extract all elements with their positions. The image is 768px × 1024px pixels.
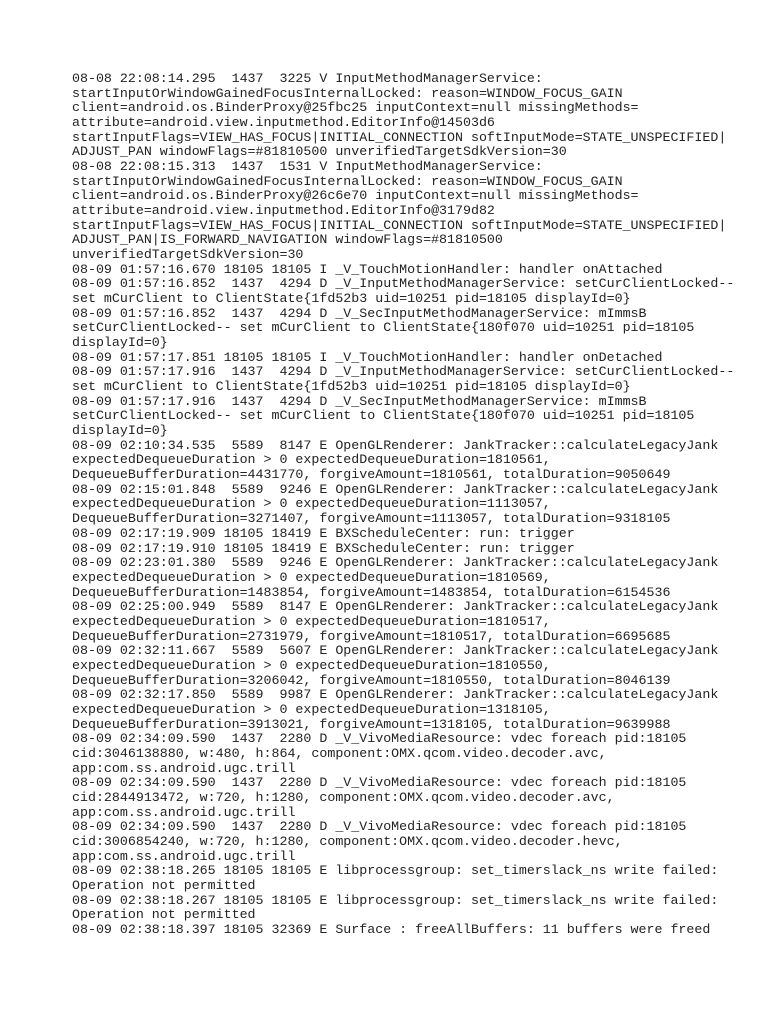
log-line: 08-09 02:23:01.380 5589 9246 E OpenGLRenderer: JankTracker::calculateLegacyJank — [72, 555, 719, 571]
log-line: startInputOrWindowGainedFocusInternalLocked: reason=WINDOW_FOCUS_GAIN — [72, 173, 623, 189]
log-line: expectedDequeueDuration > 0 expectedDequeueDuration=1113057, — [72, 496, 551, 512]
log-line: expectedDequeueDuration > 0 expectedDequeueDuration=1810569, — [72, 569, 551, 585]
log-line: set mCurClient to ClientState{1fd52b3 uid=10251 pid=18105 displayId=0} — [72, 291, 631, 307]
log-line: ADJUST_PAN windowFlags=#81810500 unverifiedTargetSdkVersion=30 — [72, 144, 567, 160]
log-line: 08-09 02:10:34.535 5589 8147 E OpenGLRenderer: JankTracker::calculateLegacyJank — [72, 437, 719, 453]
log-line: expectedDequeueDuration > 0 expectedDequeueDuration=1810517, — [72, 613, 551, 629]
log-line: 08-09 02:32:11.667 5589 5607 E OpenGLRenderer: JankTracker::calculateLegacyJank — [72, 643, 719, 659]
log-line: DequeueBufferDuration=1483854, forgiveAmount=1483854, totalDuration=6154536 — [72, 584, 671, 600]
log-line: displayId=0} — [72, 423, 168, 439]
log-line: 08-09 02:17:19.909 18105 18419 E BXScheduleCenter: run: trigger — [72, 525, 575, 541]
log-line: startInputFlags=VIEW_HAS_FOCUS|INITIAL_CONNECTION softInputMode=STATE_UNSPECIFIED| — [72, 129, 727, 145]
log-line: DequeueBufferDuration=3206042, forgiveAmount=1810550, totalDuration=8046139 — [72, 672, 671, 688]
log-line: DequeueBufferDuration=3271407, forgiveAmount=1113057, totalDuration=9318105 — [72, 511, 671, 527]
log-line: DequeueBufferDuration=3913021, forgiveAmount=1318105, totalDuration=9639988 — [72, 716, 671, 732]
log-document — [72, 71, 735, 938]
log-line: expectedDequeueDuration > 0 expectedDequeueDuration=1810561, — [72, 452, 551, 468]
log-line: client=android.os.BinderProxy@26c6e70 inputContext=null missingMethods= — [72, 188, 639, 204]
log-line: 08-08 22:08:15.313 1437 1531 V InputMethodManagerService: — [72, 159, 543, 175]
log-line: app:com.ss.android.ugc.trill — [72, 804, 296, 820]
log-line: 08-08 22:08:14.295 1437 3225 V InputMethodManagerService: — [72, 71, 543, 86]
log-line: 08-09 02:34:09.590 1437 2280 D _V_VivoMediaResource: vdec foreach pid:18105 — [72, 819, 687, 835]
log-line: unverifiedTargetSdkVersion=30 — [72, 247, 304, 263]
log-line: cid:2844913472, w:720, h:1280, component:OMX.qcom.video.decoder.avc, — [72, 789, 615, 805]
log-line: setCurClientLocked-- set mCurClient to ClientState{180f070 uid=10251 pid=18105 — [72, 408, 695, 424]
log-line: DequeueBufferDuration=4431770, forgiveAmount=1810561, totalDuration=9050649 — [72, 467, 671, 483]
log-line: app:com.ss.android.ugc.trill — [72, 760, 296, 776]
log-line: 08-09 01:57:16.852 1437 4294 D _V_InputMethodManagerService: setCurClientLocked-- — [72, 276, 735, 292]
log-line: set mCurClient to ClientState{1fd52b3 uid=10251 pid=18105 displayId=0} — [72, 379, 631, 395]
log-line: attribute=android.view.inputmethod.EditorInfo@14503d6 — [72, 115, 495, 131]
log-line: 08-09 02:15:01.848 5589 9246 E OpenGLRenderer: JankTracker::calculateLegacyJank — [72, 481, 719, 497]
log-line: Operation not permitted — [72, 877, 256, 893]
log-line: Operation not permitted — [72, 907, 256, 923]
log-line: 08-09 02:38:18.397 18105 32369 E Surface : freeAllBuffers: 11 buffers were freed — [72, 921, 711, 937]
log-line: ADJUST_PAN|IS_FORWARD_NAVIGATION windowFlags=#81810500 — [72, 232, 503, 248]
log-line: 08-09 01:57:17.916 1437 4294 D _V_InputMethodManagerService: setCurClientLocked-- — [72, 364, 735, 380]
log-line: cid:3006854240, w:720, h:1280, component:OMX.qcom.video.decoder.hevc, — [72, 833, 623, 849]
log-line: DequeueBufferDuration=2731979, forgiveAmount=1810517, totalDuration=6695685 — [72, 628, 671, 644]
log-line: displayId=0} — [72, 335, 168, 351]
log-line: 08-09 01:57:17.851 18105 18105 I _V_TouchMotionHandler: handler onDetached — [72, 349, 663, 365]
log-line: expectedDequeueDuration > 0 expectedDequeueDuration=1318105, — [72, 701, 551, 717]
log-line: 08-09 01:57:16.670 18105 18105 I _V_TouchMotionHandler: handler onAttached — [72, 261, 663, 277]
log-line: expectedDequeueDuration > 0 expectedDequeueDuration=1810550, — [72, 657, 551, 673]
log-line: attribute=android.view.inputmethod.EditorInfo@3179d82 — [72, 203, 495, 219]
log-line: 08-09 01:57:16.852 1437 4294 D _V_SecInputMethodManagerService: mImmsB — [72, 305, 647, 321]
log-line: startInputFlags=VIEW_HAS_FOCUS|INITIAL_CONNECTION softInputMode=STATE_UNSPECIFIED| — [72, 217, 727, 233]
log-line: setCurClientLocked-- set mCurClient to ClientState{180f070 uid=10251 pid=18105 — [72, 320, 695, 336]
log-line: cid:3046138880, w:480, h:864, component:OMX.qcom.video.decoder.avc, — [72, 745, 607, 761]
log-line: 08-09 02:25:00.949 5589 8147 E OpenGLRenderer: JankTracker::calculateLegacyJank — [72, 599, 719, 615]
log-line: client=android.os.BinderProxy@25fbc25 inputContext=null missingMethods= — [72, 100, 639, 116]
log-line: 08-09 02:38:18.265 18105 18105 E libprocessgroup: set_timerslack_ns write failed: — [72, 863, 719, 879]
log-line: 08-09 02:34:09.590 1437 2280 D _V_VivoMediaResource: vdec foreach pid:18105 — [72, 731, 687, 747]
log-line: startInputOrWindowGainedFocusInternalLocked: reason=WINDOW_FOCUS_GAIN — [72, 85, 623, 101]
log-line: 08-09 01:57:17.916 1437 4294 D _V_SecInputMethodManagerService: mImmsB — [72, 393, 647, 409]
log-line: 08-09 02:32:17.850 5589 9987 E OpenGLRenderer: JankTracker::calculateLegacyJank — [72, 687, 719, 703]
log-line: 08-09 02:38:18.267 18105 18105 E libprocessgroup: set_timerslack_ns write failed: — [72, 892, 719, 908]
log-line: 08-09 02:34:09.590 1437 2280 D _V_VivoMediaResource: vdec foreach pid:18105 — [72, 775, 687, 791]
log-line: app:com.ss.android.ugc.trill — [72, 848, 296, 864]
log-line: 08-09 02:17:19.910 18105 18419 E BXScheduleCenter: run: trigger — [72, 540, 575, 556]
